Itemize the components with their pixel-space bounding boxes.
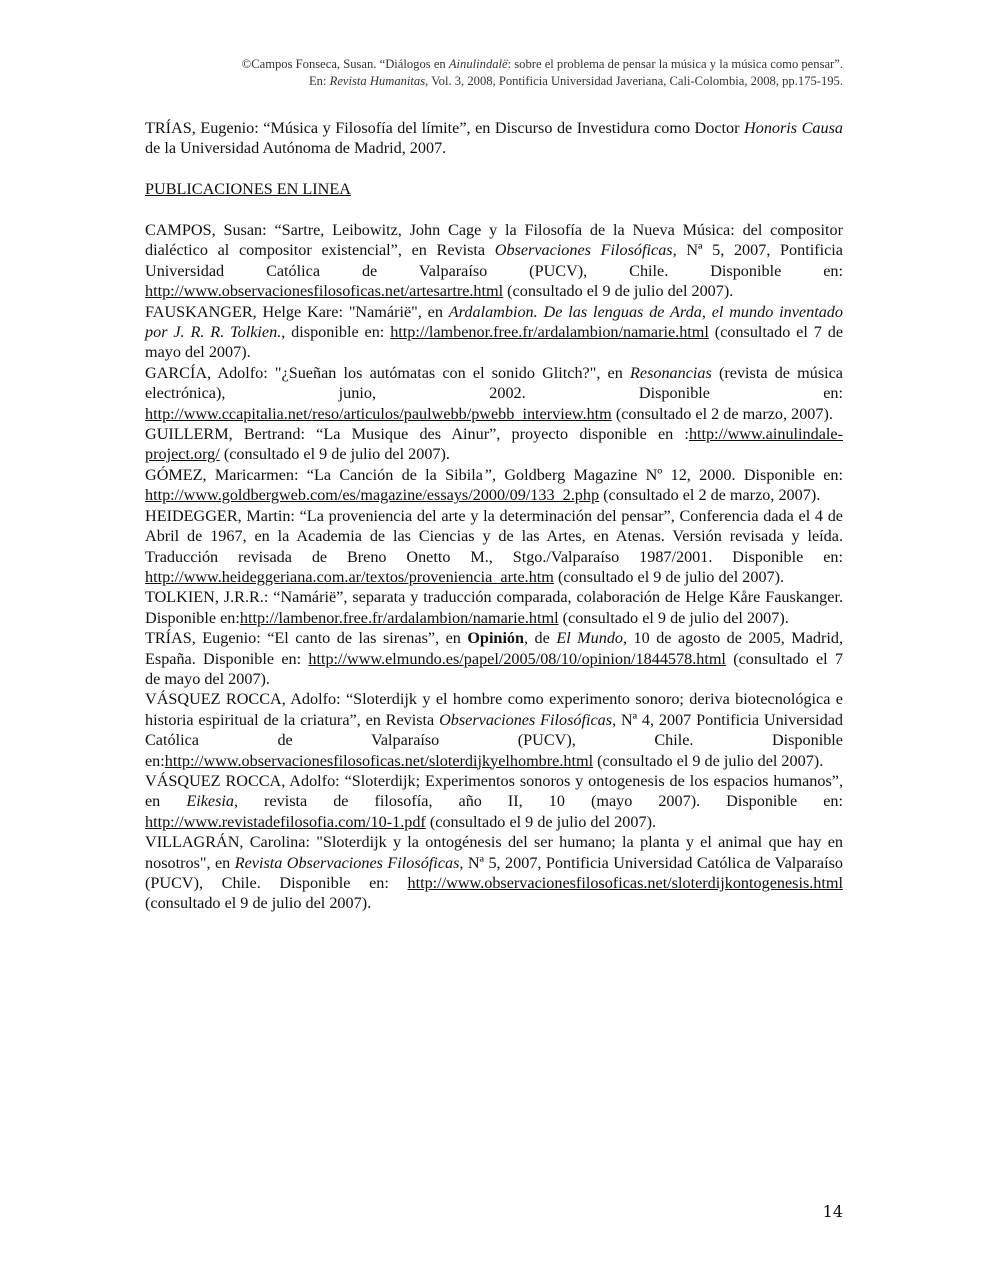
entry-vasquez-2: VÁSQUEZ ROCCA, Adolfo: “Sloterdijk; Experimentos sonoros y ontogenesis de los espacios humanos”, en Eikesia, revista de filosofía, año II, 10 (mayo 2007). Disponible en: http://www.revistadefilosofia.com/10-1.pdf (consultado el 9 de julio del 2007). <box>145 771 844 831</box>
entry-garcia: GARCÍA, Adolfo: "¿Sueñan los autómatas con el sonido Glitch?", en Resonancias (revista de música electrónica), junio, 2002. Disponible en: http://www.ccapitalia.net/reso/articulos/paulwebb/pwebb_interview.htm (consultado el 2 de marzo, 2007). <box>145 363 843 423</box>
entry-heidegger: HEIDEGGER, Martin: “La proveniencia del arte y la determinación del pensar”, Conferencia dada el 4 de Abril de 1967, en la Academia de las Ciencias y de las Artes, en Atenas. Versión revisada y leída. Traducción revisada de Breno Onetto M., Stgo./Valparaíso 1987/2001. Disponible en: http://www.heideggeriana.com.ar/textos/proveniencia_arte.htm (consultado el 9 de julio del 2007). <box>145 506 843 586</box>
section-title: PUBLICACIONES EN LINEA <box>145 180 351 199</box>
entry-campos: CAMPOS, Susan: “Sartre, Leibowitz, John Cage y la Filosofía de la Nueva Música: del compositor dialéctico al compositor existencial”, en Revista Observaciones Filosóficas, Nª 5, 2007, Pontificia Universidad Católica de Valparaíso (PUCV), Chile. Disponible en: http://www.observacionesfilosoficas.net/artesartre.html (consultado el 9 de julio del 2007). <box>145 221 843 301</box>
entry-gomez: GÓMEZ, Maricarmen: “La Canción de la Sibila”, Goldberg Magazine Nº 12, 2000. Disponible en: http://www.goldbergweb.com/es/magazine/essays/2000/09/133_2.php (consultado el 2 de marzo, 2007). <box>145 465 843 505</box>
link-campos[interactable]: http://www.observacionesfilosoficas.net/artesartre.html <box>145 282 504 301</box>
header-line-2: En: Revista Humanitas, Vol. 3, 2008, Pontificia Universidad Javeriana, Cali-Colombia, 2008, pp.175-195. <box>308 74 843 88</box>
entry-tolkien: TOLKIEN, J.R.R.: “Namárië”, separata y traducción comparada, colaboración de Helge Kåre Fauskanger. Disponible en:http://lambenor.free.fr/ardalambion/namarie.html (consultado el 9 de julio del 2007). <box>145 588 843 627</box>
link-villagran[interactable]: http://www.observacionesfilosoficas.net/sloterdijkontogenesis.html <box>407 874 843 892</box>
link-fauskanger[interactable]: http://lambenor.free.fr/ardalambion/namarie.html <box>390 323 709 342</box>
entry-trias-sirenas: TRÍAS, Eugenio: “El canto de las sirenas”, en Opinión, de El Mundo, 10 de agosto de 2005, Madrid, España. Disponible en: http://www.elmundo.es/papel/2005/08/10/opinion/1844578.html (consultado el 7 de mayo del 2007). <box>145 629 844 688</box>
entry-guillerm: GUILLERM, Bertrand: “La Musique des Ainur”, proyecto disponible en :http://www.ainulindale-project.org/ (consultado el 9 de julio del 2007). <box>145 425 843 464</box>
link-tolkien[interactable]: http://lambenor.free.fr/ardalambion/namarie.html <box>239 608 559 627</box>
link-heidegger[interactable]: http://www.heideggeriana.com.ar/textos/proveniencia_arte.htm <box>145 567 554 586</box>
link-trias[interactable]: http://www.elmundo.es/papel/2005/08/10/opinion/1844578.html <box>308 649 726 668</box>
header-line-1: ©Campos Fonseca, Susan. “Diálogos en Ainulindalë: sobre el problema de pensar la música y la música como pensar”. <box>241 57 843 71</box>
entry-villagran: VILLAGRÁN, Carolina: "Sloterdijk y la ontogénesis del ser humano; la planta y el animal que hay en nosotros", en Revista Observaciones Filosóficas, Nª 5, 2007, Pontificia Universidad Católica de Valparaíso (PUCV), Chile. Disponible en: http://www.observacionesfilosoficas.net/sloterdijkontogenesis.html (consultado el 9 de julio del 2007). <box>145 833 843 913</box>
entry-trias-limite: TRÍAS, Eugenio: “Música y Filosofía del límite”, en Discurso de Investidura como Doctor Honoris Causa de la Universidad Autónoma de Madrid, 2007. <box>145 119 843 158</box>
page-number: 14 <box>822 1202 843 1221</box>
link-guillerm[interactable]: http://www.ainulindale-project.org/ <box>145 425 843 464</box>
bibliography-body <box>145 118 843 914</box>
running-header <box>123 56 843 90</box>
link-garcia[interactable]: http://www.ccapitalia.net/reso/articulos/paulwebb/pwebb_interview.htm <box>145 404 612 423</box>
link-vasquez-2[interactable]: http://www.revistadefilosofia.com/10-1.pdf <box>145 812 426 831</box>
entry-fauskanger: FAUSKANGER, Helge Kare: "Namárië", en Ardalambion. De las lenguas de Arda, el mundo inventado por J. R. R. Tolkien., disponible en: http://lambenor.free.fr/ardalambion/namarie.html (consultado el 7 de mayo del 2007). <box>145 302 844 362</box>
link-vasquez-1[interactable]: http://www.observacionesfilosoficas.net/sloterdijkyelhombre.html <box>164 751 594 770</box>
link-gomez[interactable]: http://www.goldbergweb.com/es/magazine/essays/2000/09/133_2.php <box>145 486 600 505</box>
entry-vasquez-1: VÁSQUEZ ROCCA, Adolfo: “Sloterdijk y el hombre como experimento sonoro; deriva biotecnológica e historia espiritual de la criatura”, en Revista Observaciones Filosóficas, Nª 4, 2007 Pontificia Universidad Católica de Valparaíso (PUCV), Chile. Disponible en:http://www.observacionesfilosoficas.net/sloterdijkyelhombre.html (consultado el 9 de julio del 2007). <box>145 690 843 770</box>
